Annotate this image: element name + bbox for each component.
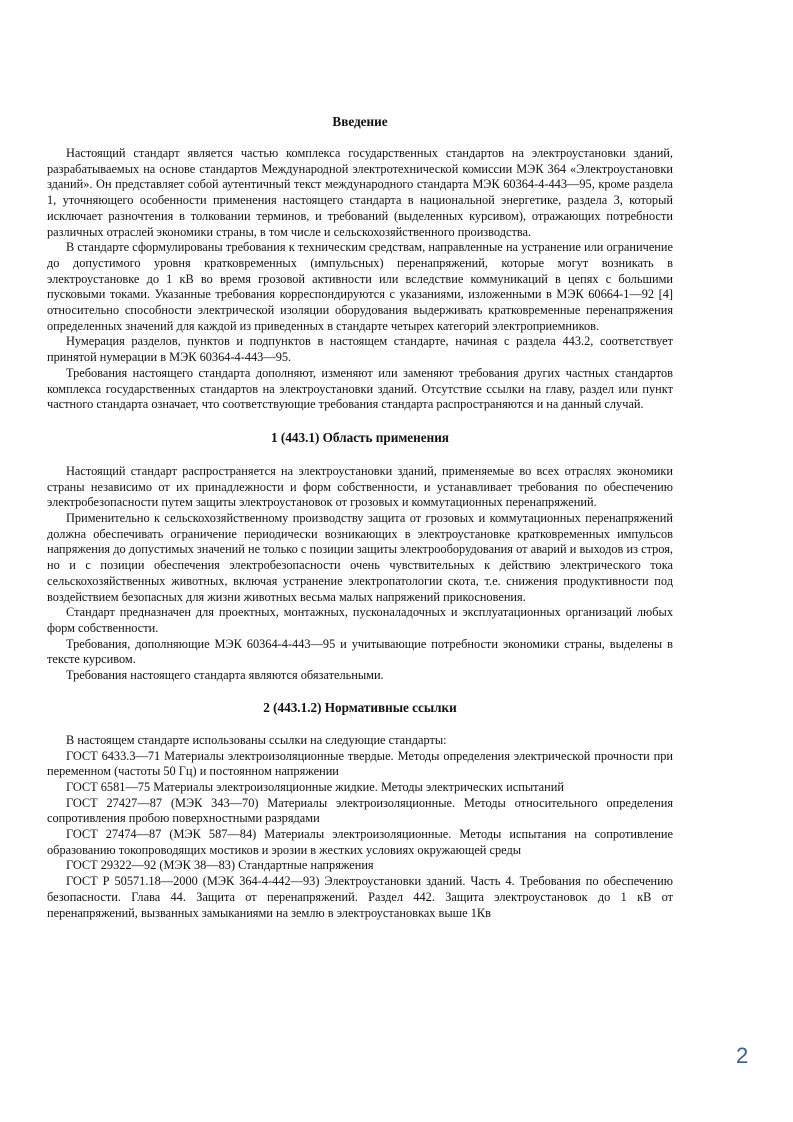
- reference-item: ГОСТ 6581—75 Материалы электроизоляционные жидкие. Методы электрических испытаний: [66, 779, 564, 794]
- intro-heading: Введение: [332, 114, 388, 129]
- section-2-intro: В настоящем стандарте использованы ссылки на следующие стандарты:: [66, 732, 447, 747]
- section-1-paragraph: Применительно к сельскохозяйственному производству защита от грозовых и коммутационных перенапряжений должна обеспечивать ограничение периодически возникающих в электроустановке кратковременных импульсов напряжения до допустимых значений не только с позиции защиты электрооборудования от аварий и выходов из строя, но и с позиции обеспечения электробезопасности очень чувствительных к действию электрического тока сельскохозяйственных животных, включая устранение электропатологии скота, т.е. снижения продуктивности под воздействием безопасных для жизни животных весьма малых напряжений прикосновения.: [47, 511, 673, 604]
- section-1-paragraph: Требования настоящего стандарта являются обязательными.: [66, 668, 384, 683]
- reference-item: ГОСТ 29322—92 (МЭК 38—83) Стандартные напряжения: [66, 858, 374, 873]
- section-1-paragraph: Требования, дополняющие МЭК 60364-4-443—95 и учитывающие потребности экономики страны, выделены в тексте курсивом.: [47, 636, 673, 667]
- section-2-heading: 2 (443.1.2) Нормативные ссылки: [263, 699, 457, 715]
- intro-paragraph: Нумерация разделов, пунктов и подпунктов в настоящем стандарте, начиная с раздела 443.2, соответствует принятой нумерации в МЭК 60364-4-443—95.: [47, 334, 673, 365]
- intro-paragraph: В стандарте сформулированы требования к техническим средствам, направленные на устранение или ограничение до допустимого уровня кратковременных (импульсных) перенапряжений, которые могут возникать в электроустановке до 1 кВ во время грозовой активности или вследствие коммуникаций в цепях с большими пусковыми токами. Указанные требования корреспондируются с указаниями, изложенными в МЭК 60664-1—92 [4] относительно способности электрической изоляции оборудования выдерживать кратковременные перенапряжения определенных значений для каждой из приведенных в стандарте четырех категорий электроприемников.: [47, 240, 673, 333]
- section-1-paragraph: Настоящий стандарт распространяется на электроустановки зданий, применяемые во всех отраслях экономики страны независимо от их принадлежности и форм собственности, и устанавливает требования по обеспечению электробезопасности путем защиты электроустановок от грозовых и коммутационных перенапряжений.: [47, 463, 673, 510]
- reference-item: ГОСТ Р 50571.18—2000 (МЭК 364-4-442—93) Электроустановки зданий. Часть 4. Требования по обеспечению безопасности. Глава 44. Защита от перенапряжений. Раздел 442. Защита электроустановок до 1 кВ от перенапряжений, вызванных замыканиями на землю в электроустановках выше 1Кв: [47, 874, 673, 920]
- reference-item: ГОСТ 6433.3—71 Материалы электроизоляционные твердые. Методы определения электрической прочности при переменном (частоты 50 Гц) и постоянном напряжении: [47, 748, 673, 779]
- intro-paragraph: Настоящий стандарт является частью комплекса государственных стандартов на электроустановки зданий, разрабатываемых на основе стандартов Международной электротехнической комиссии МЭК 364 «Электроустановки зданий». Он представляет собой аутентичный текст международного стандарта МЭК 60364-4-443—95, кроме раздела 1, уточняющего особенности применения настоящего стандарта в национальной энергетике, раздела 3, который исключает разночтения в толковании терминов, и требований (выделенных курсивом), отражающих потребности различных отраслей экономики страны, в том числе и сельскохозяйственного производства.: [47, 146, 673, 239]
- reference-item: ГОСТ 27427—87 (МЭК 343—70) Материалы электроизоляционные. Методы относительного определения сопротивления пробою поверхностными разрядами: [47, 795, 673, 826]
- section-1-heading: 1 (443.1) Область применения: [271, 429, 449, 445]
- section-1-paragraph: Стандарт предназначен для проектных, монтажных, пусконаладочных и эксплуатационных организаций любых форм собственности.: [47, 605, 673, 635]
- reference-item: ГОСТ 27474—87 (МЭК 587—84) Материалы электроизоляционные. Методы испытания на сопротивление образованию токопроводящих мостиков и эрозии в жестких условиях окружающей среды: [47, 827, 673, 857]
- intro-paragraph: Требования настоящего стандарта дополняют, изменяют или заменяют требования других частных стандартов комплекса государственных стандартов на электроустановки зданий. Отсутствие ссылки на главу, раздел или пункт частного стандарта означает, что соответствующие требования стандарта распространяются и на данный случай.: [47, 365, 673, 412]
- page-number: 2: [736, 1043, 749, 1068]
- document-page: [47, 113, 673, 921]
